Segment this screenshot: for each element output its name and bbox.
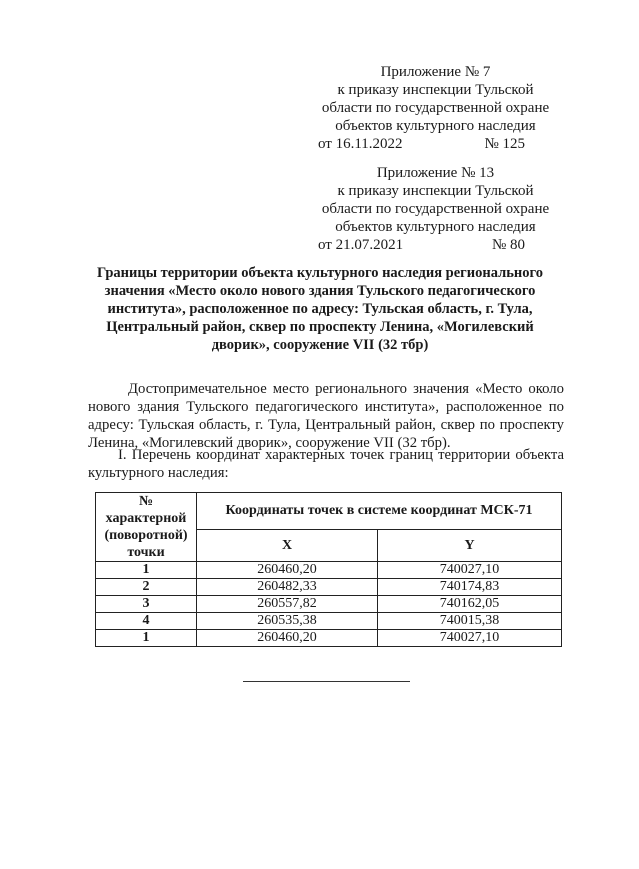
divider-line — [243, 681, 410, 682]
cell-y: 740027,10 — [378, 630, 562, 647]
cell-x: 260482,33 — [197, 579, 378, 596]
table-row — [96, 630, 562, 647]
header-x: X — [197, 529, 378, 561]
title-line: института», расположенное по адресу: Тульская область, г. Тула, — [107, 301, 533, 317]
annex-title: Приложение № 7 — [380, 64, 491, 80]
table-row — [96, 579, 562, 596]
cell-point: 2 — [96, 579, 197, 596]
cell-y: 740174,83 — [378, 579, 562, 596]
header-text: (поворотной) — [104, 528, 188, 543]
title-line: значения «Место около нового здания Тульского педагогического — [104, 283, 536, 299]
header-point-number — [96, 493, 197, 562]
annex-line: объектов культурного наследия — [335, 219, 536, 235]
intro-paragraph: Достопримечательное место регионального значения «Место около нового здания Тульского педагогического института», расположенное по адресу: Тульская область, г. Тула, Центральный район, сквер по проспекту Ленина, «Могилевский дворик», сооружение VII (32 тбр). — [88, 381, 564, 451]
annex-number: № 125 — [484, 136, 525, 152]
table-row — [96, 562, 562, 579]
annex-line: объектов культурного наследия — [335, 118, 536, 134]
cell-x: 260557,82 — [197, 596, 378, 613]
cell-point: 1 — [96, 562, 197, 579]
table-row — [96, 613, 562, 630]
header-text: характерной — [105, 511, 187, 526]
cell-y: 740015,38 — [378, 613, 562, 630]
annex-date-row — [308, 236, 563, 254]
annex-date-row — [308, 135, 563, 153]
cell-x: 260460,20 — [197, 562, 378, 579]
cell-x: 260535,38 — [197, 613, 378, 630]
cell-x: 260460,20 — [197, 630, 378, 647]
title-line: Границы территории объекта культурного наследия регионального — [97, 265, 543, 281]
cell-point: 3 — [96, 596, 197, 613]
coordinates-table — [95, 492, 562, 647]
annex-line: области по государственной охране — [321, 100, 550, 116]
annex-7-header — [308, 63, 563, 153]
header-y: Y — [378, 529, 562, 561]
table-row — [96, 596, 562, 613]
annex-13-header — [308, 164, 563, 254]
annex-date: от 16.11.2022 — [318, 136, 403, 152]
cell-y: 740162,05 — [378, 596, 562, 613]
annex-line: к приказу инспекции Тульской — [337, 183, 534, 199]
annex-title: Приложение № 13 — [376, 165, 495, 181]
annex-number: № 80 — [491, 237, 525, 253]
document-title — [80, 264, 560, 354]
section-heading: I. Перечень координат характерных точек границ территории объекта культурного наследия: — [88, 447, 564, 481]
header-text: № — [138, 494, 154, 509]
cell-point: 1 — [96, 630, 197, 647]
header-coordinates: Координаты точек в системе координат МСК-71 — [197, 493, 562, 530]
annex-date: от 21.07.2021 — [318, 237, 404, 253]
annex-line: к приказу инспекции Тульской — [337, 82, 534, 98]
header-text: точки — [127, 545, 165, 560]
cell-point: 4 — [96, 613, 197, 630]
annex-line: области по государственной охране — [321, 201, 550, 217]
title-line: дворик», сооружение VII (32 тбр) — [211, 337, 429, 353]
cell-y: 740027,10 — [378, 562, 562, 579]
title-line: Центральный район, сквер по проспекту Ленина, «Могилевский — [106, 319, 534, 335]
